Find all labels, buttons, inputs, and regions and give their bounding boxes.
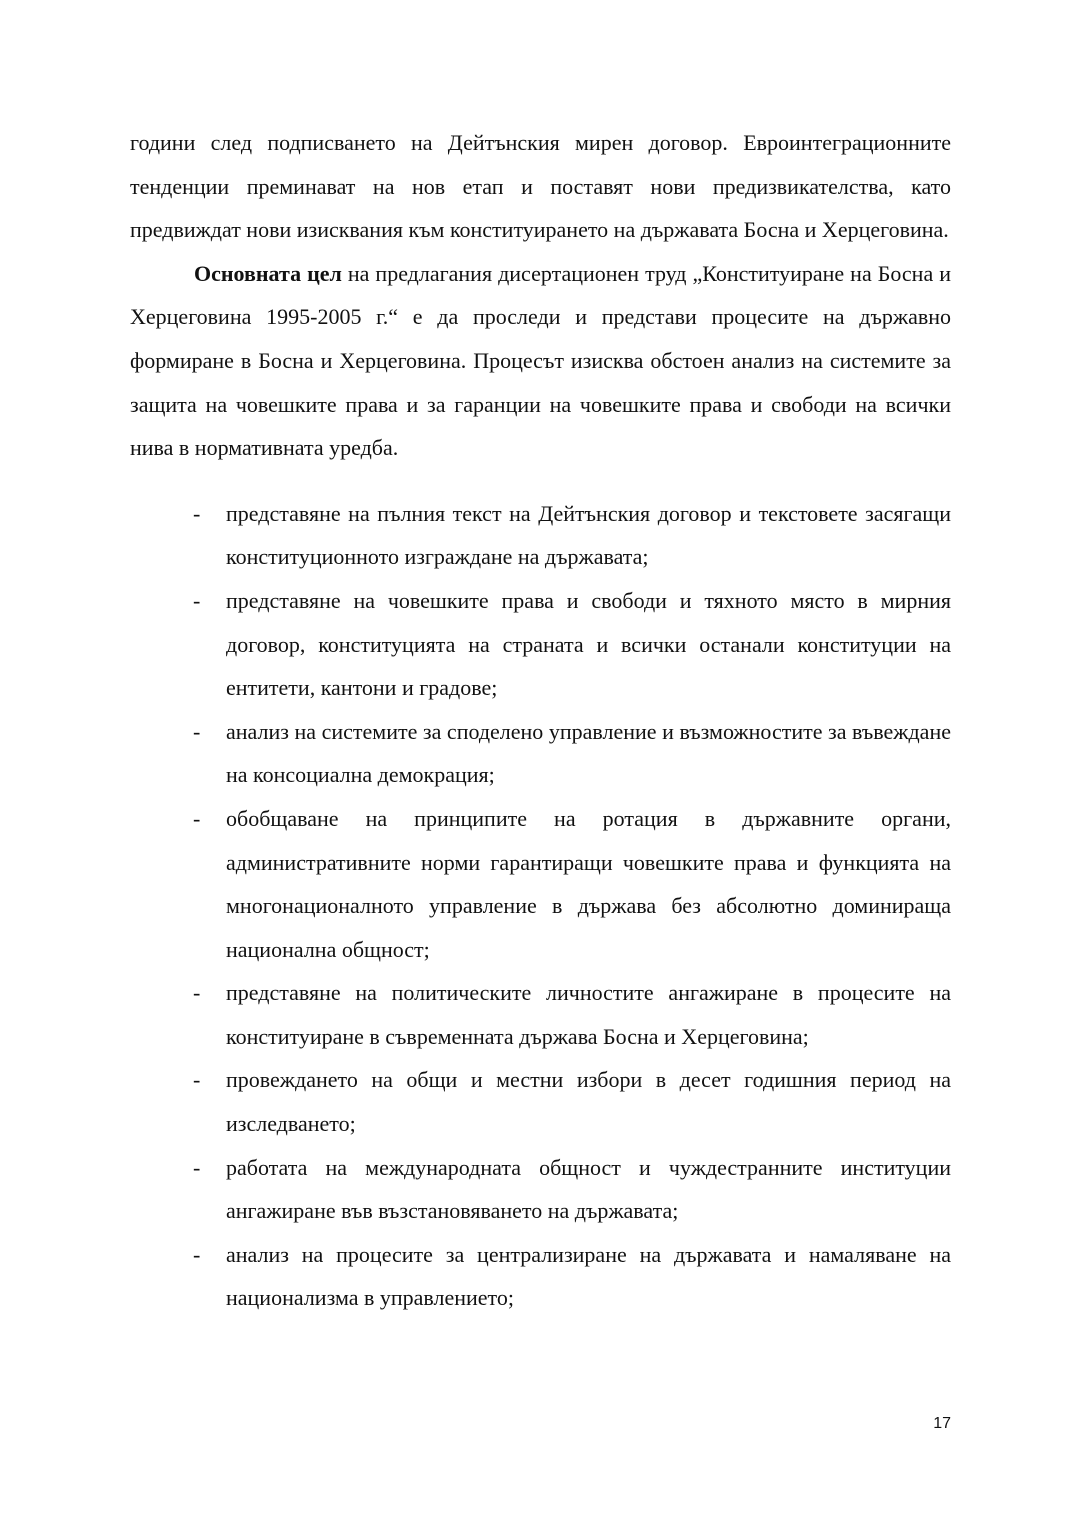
spacer	[130, 470, 951, 492]
paragraph-intro: години след подписването на Дейтънския мирен договор. Евроинтеграционните тенденции преминават на нов етап и поставят нови предизвикателства, като предвиждат нови изисквания към конституирането на държавата Босна и Херцеговина.	[130, 130, 951, 243]
list-item	[130, 797, 951, 971]
list-item-text: представяне на политическите личностите ангажиране в процесите на конституиране в съвременната държава Босна и Херцеговина;	[226, 980, 951, 1049]
main-goal-heading: Основната цел	[194, 260, 342, 286]
list-item	[130, 579, 951, 710]
list-item	[130, 971, 951, 1058]
list-item	[130, 710, 951, 797]
list-item-text: обобщаване на принципите на ротация в държавните органи, административните норми гарантиращи човешките права и функцията на многонационалното управление в държава без абсолютно доминираща национална общност;	[226, 805, 951, 962]
bullet-marker: -	[193, 1241, 201, 1267]
list-item-text: представяне на пълния текст на Дейтънския договор и текстовете засягащи конституционното изграждане на държавата;	[226, 500, 951, 570]
list-item-text: анализ на процесите за централизиране на държавата и намаляване на национализма в управлението;	[226, 1241, 951, 1311]
list-item-text: представяне на човешките права и свободи и тяхното място в мирния договор, конституцията на страната и всички останали конституции на ентитети, кантони и градове;	[226, 587, 951, 701]
tasks-list	[130, 492, 951, 1320]
list-item-text: работата на международната общност и чуждестранните институции ангажиране във възстановяването на държавата;	[226, 1154, 951, 1224]
list-item-text: анализ на системите за споделено управление и възможностите за въвеждане на консоциална демокрация;	[226, 718, 951, 788]
bullet-marker: -	[193, 805, 201, 831]
bullet-marker: -	[193, 1154, 201, 1180]
paragraph-main-goal	[130, 252, 951, 470]
bullet-marker: -	[193, 500, 201, 526]
list-item-text: провеждането на общи и местни избори в десет годишния период на изследването;	[226, 1067, 951, 1137]
list-item	[130, 1233, 951, 1320]
bullet-marker: -	[193, 1067, 201, 1093]
bullet-marker: -	[193, 587, 201, 613]
list-item	[130, 1058, 951, 1145]
document-body	[130, 121, 951, 1320]
list-item	[130, 492, 951, 579]
bullet-marker: -	[193, 718, 201, 744]
list-item	[130, 1146, 951, 1233]
main-goal-text: на предлагания дисертационен труд „Конституиране на Босна и Херцеговина 1995-2005 г.“ е да проследи и представи процесите на държавно формиране в Босна и Херцеговина. Процесът изисква обстоен анализ на системите за защита на човешките права и за гаранции на човешките права и свободи на всички нива в нормативната уредба.	[130, 260, 951, 461]
page-number: 17	[933, 1415, 951, 1432]
bullet-marker: -	[193, 980, 201, 1006]
